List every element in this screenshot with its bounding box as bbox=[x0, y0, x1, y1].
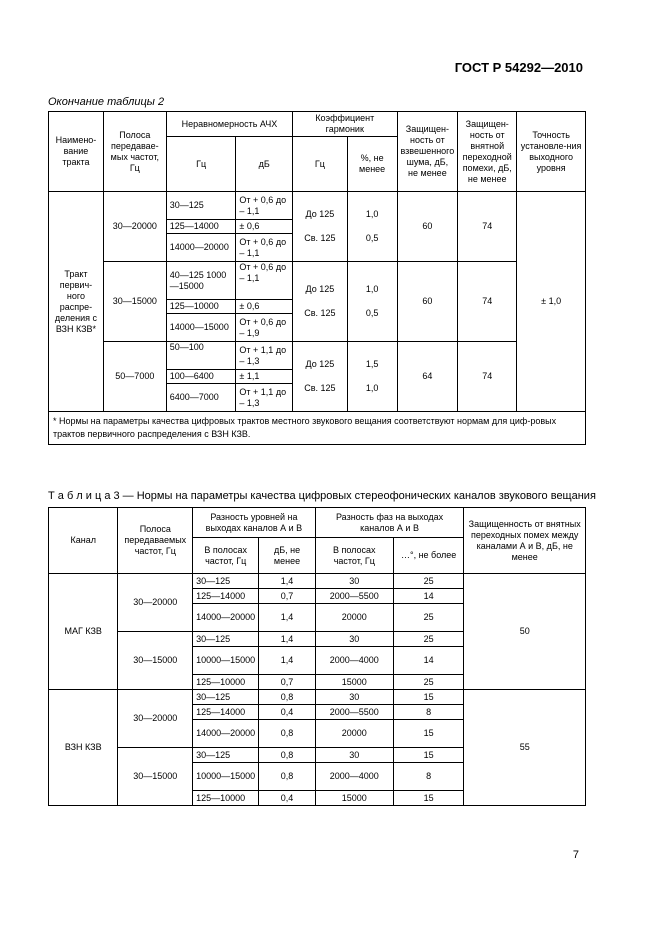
col-head-channel: Канал bbox=[49, 508, 118, 574]
crosstalk-cell: 74 bbox=[458, 192, 517, 262]
db-cell: 0,8 bbox=[259, 720, 315, 748]
afc-db-cell: От + 0,6 до – 1,9 bbox=[236, 314, 293, 342]
lband-cell: 30—125 bbox=[193, 748, 259, 763]
crosstalk-cell: 74 bbox=[458, 342, 517, 412]
band-cell: 30—15000 bbox=[103, 262, 166, 342]
crosstalk-cell: 74 bbox=[458, 262, 517, 342]
deg-cell: 25 bbox=[393, 574, 464, 589]
band-cell: 30—15000 bbox=[118, 632, 193, 690]
harm-pct-1: 1,0 bbox=[365, 284, 379, 294]
deg-cell: 15 bbox=[393, 690, 464, 705]
harm-hz-cell bbox=[293, 342, 348, 412]
deg-cell: 14 bbox=[393, 647, 464, 675]
afc-hz-cell: 50—100 bbox=[166, 342, 236, 370]
pband-cell: 15000 bbox=[315, 791, 393, 806]
col-head-name: Наимено-вание тракта bbox=[49, 112, 104, 192]
deg-cell: 15 bbox=[393, 791, 464, 806]
afc-hz-cell: 125—10000 bbox=[166, 300, 236, 314]
harm-hz-1: До 125 bbox=[305, 209, 335, 219]
col-head-afc: Неравномерность АЧХ bbox=[166, 112, 292, 137]
afc-hz-cell: 6400—7000 bbox=[166, 384, 236, 412]
pband-cell: 2000—5500 bbox=[315, 589, 393, 604]
harm-hz-2: Св. 125 bbox=[304, 383, 336, 393]
col-head-db: дБ bbox=[236, 137, 293, 192]
col-head-harmonics: Коэффициент гармоник bbox=[293, 112, 397, 137]
table2-footnote: * Нормы на параметры качества цифровых трактов местного звукового вещания соответствуют нормам для циф-ровых трактов первичного распределения с ВЗН КЗВ. bbox=[49, 412, 586, 445]
deg-cell: 8 bbox=[393, 705, 464, 720]
pband-cell: 2000—4000 bbox=[315, 647, 393, 675]
harm-pct-cell bbox=[347, 192, 397, 262]
lband-cell: 125—14000 bbox=[193, 589, 259, 604]
col-head-db: дБ, не менее bbox=[259, 538, 315, 574]
deg-cell: 15 bbox=[393, 720, 464, 748]
afc-db-cell: От + 1,1 до – 1,3 bbox=[236, 342, 293, 370]
lband-cell: 125—14000 bbox=[193, 705, 259, 720]
afc-hz-cell: 14000—20000 bbox=[166, 234, 236, 262]
pband-cell: 20000 bbox=[315, 604, 393, 632]
lband-cell: 30—125 bbox=[193, 690, 259, 705]
lband-cell: 10000—15000 bbox=[193, 763, 259, 791]
afc-db-cell: От + 0,6 до – 1,1 bbox=[236, 234, 293, 262]
afc-hz-cell: 40—125 1000—15000 bbox=[166, 262, 236, 300]
lband-cell: 125—10000 bbox=[193, 675, 259, 690]
col-head-phase: Разность фаз на выходах каналов А и В bbox=[315, 508, 464, 538]
noise-cell: 64 bbox=[397, 342, 458, 412]
harm-pct-1: 1,0 bbox=[365, 209, 379, 219]
deg-cell: 14 bbox=[393, 589, 464, 604]
db-cell: 1,4 bbox=[259, 574, 315, 589]
afc-hz-cell: 30—125 bbox=[166, 192, 236, 220]
col-head-protect: Защищенность от внятных переходных помех между каналами А и В, дБ, не менее bbox=[464, 508, 586, 574]
deg-cell: 15 bbox=[393, 748, 464, 763]
harm-pct-1: 1,5 bbox=[365, 359, 379, 369]
afc-db-cell: ± 1,1 bbox=[236, 370, 293, 384]
db-cell: 0,4 bbox=[259, 791, 315, 806]
col-head-deg: …°, не более bbox=[393, 538, 464, 574]
table3-caption: Т а б л и ц а 3 — Нормы на параметры качества цифровых стереофонических каналов звукового вещания bbox=[48, 490, 596, 502]
db-cell: 0,8 bbox=[259, 763, 315, 791]
deg-cell: 25 bbox=[393, 632, 464, 647]
harm-hz-1: До 125 bbox=[305, 359, 335, 369]
pband-cell: 30 bbox=[315, 632, 393, 647]
col-head-accuracy: Точность установле-ния выходного уровня bbox=[517, 112, 586, 192]
harm-hz-2: Св. 125 bbox=[304, 233, 336, 243]
pband-cell: 15000 bbox=[315, 675, 393, 690]
deg-cell: 8 bbox=[393, 763, 464, 791]
col-head-band: Полоса передавае-мых частот, Гц bbox=[103, 112, 166, 192]
afc-hz-cell: 100—6400 bbox=[166, 370, 236, 384]
lband-cell: 14000—20000 bbox=[193, 604, 259, 632]
pband-cell: 2000—5500 bbox=[315, 705, 393, 720]
col-head-crosstalk: Защищен-ность от внятной переходной помехи, дБ, не менее bbox=[458, 112, 517, 192]
db-cell: 0,8 bbox=[259, 690, 315, 705]
afc-db-cell: От + 0,6 до – 1,1 bbox=[236, 192, 293, 220]
lband-cell: 30—125 bbox=[193, 574, 259, 589]
channel-name: МАГ КЗВ bbox=[49, 574, 118, 690]
db-cell: 1,4 bbox=[259, 647, 315, 675]
protect-cell: 55 bbox=[464, 690, 586, 806]
pband-cell: 30 bbox=[315, 574, 393, 589]
col-head-hz: Гц bbox=[166, 137, 236, 192]
lband-cell: 125—10000 bbox=[193, 791, 259, 806]
col-head-lband: В полосах частот, Гц bbox=[193, 538, 259, 574]
page-number: 7 bbox=[572, 849, 579, 861]
table-3 bbox=[48, 507, 586, 806]
col-head-level: Разность уровней на выходах каналов А и В bbox=[193, 508, 316, 538]
db-cell: 1,4 bbox=[259, 604, 315, 632]
harm-pct-2: 0,5 bbox=[365, 308, 379, 318]
harm-hz-cell bbox=[293, 192, 348, 262]
deg-cell: 25 bbox=[393, 604, 464, 632]
db-cell: 0,7 bbox=[259, 589, 315, 604]
pband-cell: 20000 bbox=[315, 720, 393, 748]
tract-name: Тракт первич-ного распре-деления с ВЗН КЗВ* bbox=[49, 192, 104, 412]
harm-pct-2: 0,5 bbox=[365, 233, 379, 243]
afc-hz-cell: 14000—15000 bbox=[166, 314, 236, 342]
afc-db-cell: ± 0,6 bbox=[236, 300, 293, 314]
harm-pct-cell bbox=[347, 262, 397, 342]
deg-cell: 25 bbox=[393, 675, 464, 690]
db-cell: 0,4 bbox=[259, 705, 315, 720]
db-cell: 0,7 bbox=[259, 675, 315, 690]
protect-cell: 50 bbox=[464, 574, 586, 690]
harm-pct-2: 1,0 bbox=[365, 383, 379, 393]
harm-hz-cell bbox=[293, 262, 348, 342]
band-cell: 30—15000 bbox=[118, 748, 193, 806]
afc-db-cell: От + 1,1 до – 1,3 bbox=[236, 384, 293, 412]
table-2 bbox=[48, 111, 586, 445]
accuracy-cell: ± 1,0 bbox=[517, 192, 586, 412]
lband-cell: 14000—20000 bbox=[193, 720, 259, 748]
band-cell: 30—20000 bbox=[118, 574, 193, 632]
channel-name: ВЗН КЗВ bbox=[49, 690, 118, 806]
afc-hz-cell: 125—14000 bbox=[166, 220, 236, 234]
document-id: ГОСТ Р 54292—2010 bbox=[454, 60, 583, 75]
col-head-pband: В полосах частот, Гц bbox=[315, 538, 393, 574]
noise-cell: 60 bbox=[397, 262, 458, 342]
table2-caption: Окончание таблицы 2 bbox=[48, 96, 165, 108]
pband-cell: 2000—4000 bbox=[315, 763, 393, 791]
afc-db-cell: ± 0,6 bbox=[236, 220, 293, 234]
harm-pct-cell bbox=[347, 342, 397, 412]
col-head-noise: Защищен-ность от взвешенного шума, дБ, не менее bbox=[397, 112, 458, 192]
band-cell: 30—20000 bbox=[103, 192, 166, 262]
col-head-band: Полоса передаваемых частот, Гц bbox=[118, 508, 193, 574]
col-head-pct: %, не менее bbox=[347, 137, 397, 192]
band-cell: 50—7000 bbox=[103, 342, 166, 412]
band-cell: 30—20000 bbox=[118, 690, 193, 748]
lband-cell: 10000—15000 bbox=[193, 647, 259, 675]
afc-db-cell: От + 0,6 до – 1,1 bbox=[236, 262, 293, 300]
lband-cell: 30—125 bbox=[193, 632, 259, 647]
db-cell: 0,8 bbox=[259, 748, 315, 763]
noise-cell: 60 bbox=[397, 192, 458, 262]
pband-cell: 30 bbox=[315, 690, 393, 705]
db-cell: 1,4 bbox=[259, 632, 315, 647]
pband-cell: 30 bbox=[315, 748, 393, 763]
harm-hz-1: До 125 bbox=[305, 284, 335, 294]
harm-hz-2: Св. 125 bbox=[304, 308, 336, 318]
col-head-hz2: Гц bbox=[293, 137, 348, 192]
